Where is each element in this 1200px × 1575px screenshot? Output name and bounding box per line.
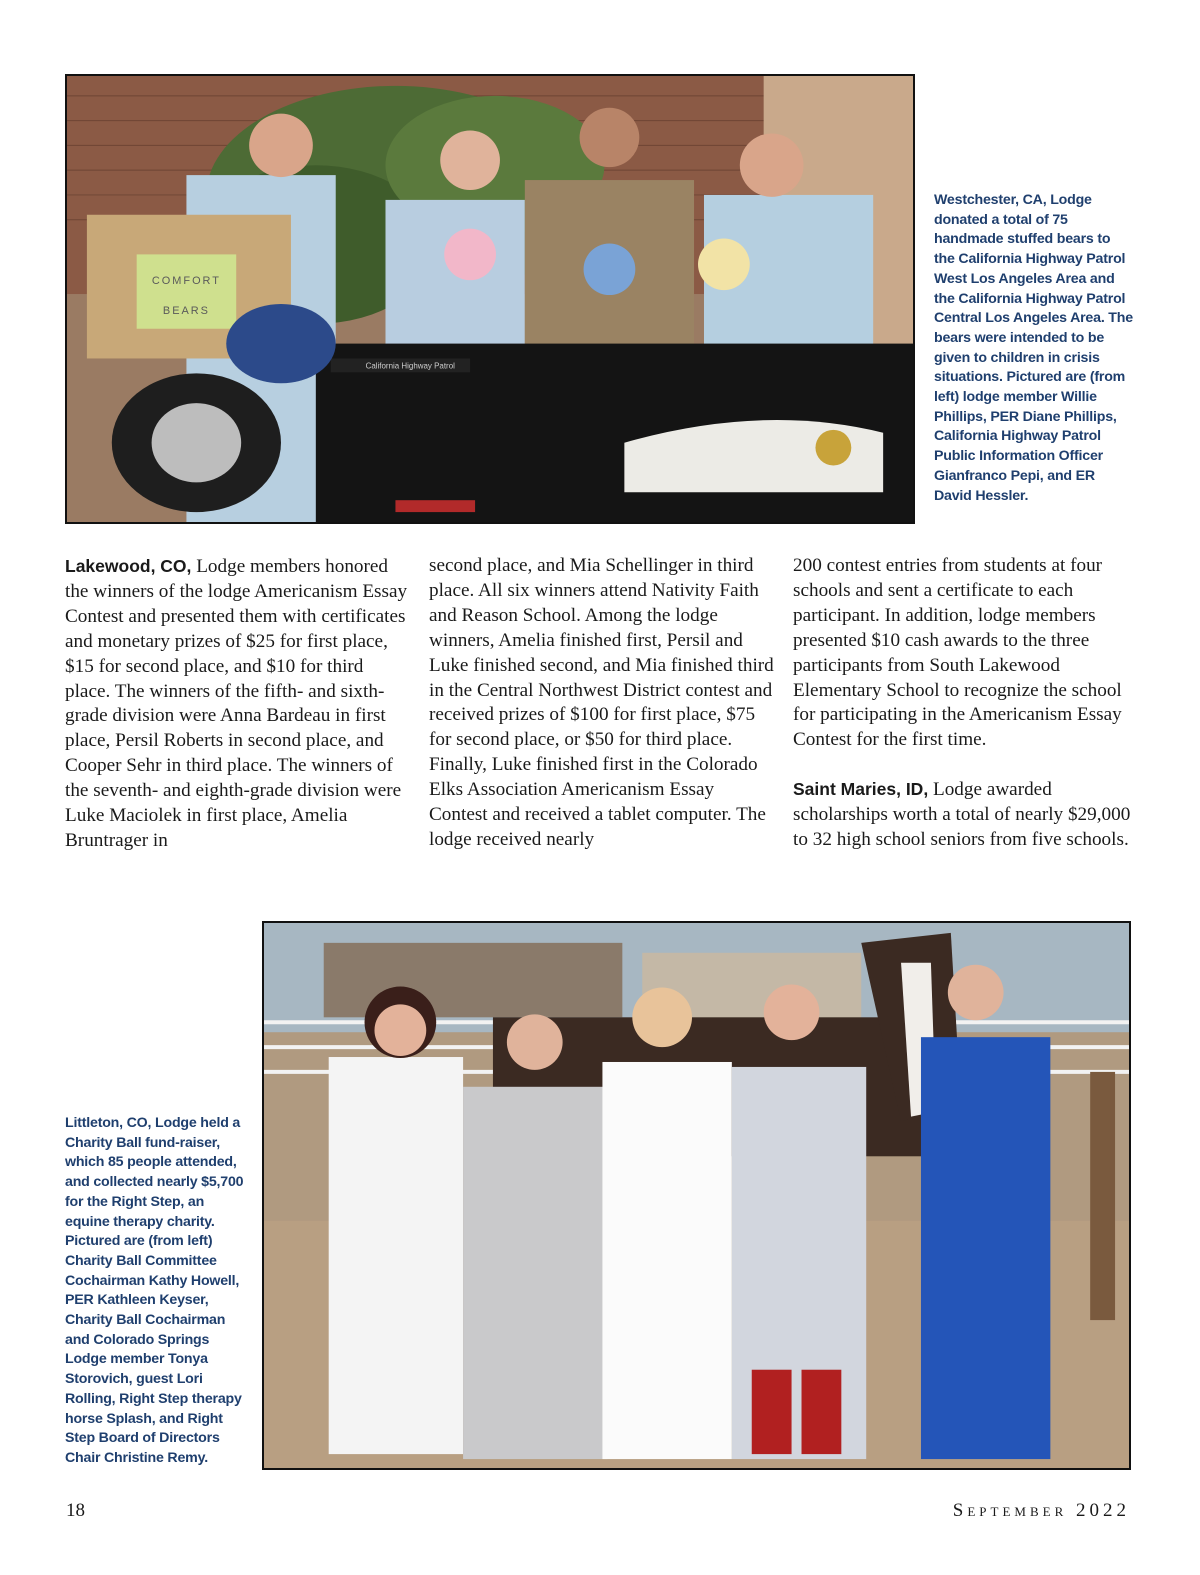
article-column-2 [429, 554, 774, 853]
littleton-photo [262, 921, 1131, 1470]
lakewood-text-col2: second place, and Mia Schellinger in third place. All six winners attend Nativity Faith and Reason School. Among the lodge winners, Amelia finished first, Persil and Luke finished second, and Mia finished third in the Central Northwest District contest and received prizes of $100 for first place, $75 for second place, or $50 for third place. Finally, Luke finished first in the Colorado Elks Association Americanism Essay Contest and received a tablet computer. The lodge received nearly [429, 555, 774, 850]
lakewood-lead: Lakewood, CO, [65, 556, 192, 576]
westchester-photo [65, 74, 915, 524]
littleton-caption-body: Lodge held a Charity Ball fund-raiser, which 85 people attended, and collected nearly $5,700 for the Right Step, an equine therapy charity. Pictured are (from left) Charity Ball Committee Cochairman Kathy Howell, PER Kathleen Keyser, Charity Ball Cochairman and Colorado Springs Lodge member Tonya Storovich, guest Lori Rolling, Right Step therapy horse Splash, and Right Step Board of Directors Chair Christine Remy. [65, 1115, 244, 1466]
issue-date: September 2022 [952, 1500, 1130, 1521]
page-number: 18 [66, 1500, 85, 1521]
westchester-caption [934, 191, 1134, 506]
westchester-caption-lead: Westchester, CA, [934, 192, 1047, 208]
lakewood-text-col1: Lodge members honored the winners of the lodge Americanism Essay Contest and presented them with certificates and monetary prizes of $25 for first place, $15 for second place, and $10 for third place. The winners of the fifth- and sixth-grade division were Anna Bardeau in first place, Persil Roberts in second place, and Cooper Sehr in third place. The winners of the seventh- and eighth-grade division were Luke Maciolek in first place, Amelia Bruntrager in [65, 556, 408, 851]
box-lettering-top: COMFORT [151, 275, 221, 288]
saint-maries-lead: Saint Maries, ID, [793, 779, 929, 800]
box-lettering-bottom: BEARS [162, 304, 210, 317]
littleton-photo-illustration [264, 923, 1129, 1468]
article-column-3 [793, 554, 1143, 853]
littleton-caption [65, 1114, 250, 1469]
littleton-caption-lead: Littleton, CO, [65, 1115, 152, 1131]
article-column-1 [65, 554, 410, 854]
lakewood-text-col3: 200 contest entries from students at four schools and sent a certificate to each participant. In addition, lodge members presented $10 cash awards to the three participants from South Lakewood Elementary School to recognize the school for participating in the Americanism Essay Contest for the first time. [793, 555, 1122, 751]
saint-maries-text: Lodge awarded scholarships worth a total of nearly $29,000 to 32 high school seniors from five schools. [793, 779, 1131, 851]
westchester-photo-illustration [67, 76, 913, 522]
westchester-caption-body: Lodge donated a total of 75 handmade stuffed bears to the California Highway Patrol West Los Angeles Area and the California Highway Patrol Central Los Angeles Area. The bears were intended to be given to children in crisis situations. Pictured are (from left) lodge member Willie Phillips, PER Diane Phillips, California Highway Patrol Public Information Officer Gianfranco Pepi, and ER David Hessler. [934, 192, 1133, 504]
motorcycle-lettering: California Highway Patrol [365, 361, 455, 371]
